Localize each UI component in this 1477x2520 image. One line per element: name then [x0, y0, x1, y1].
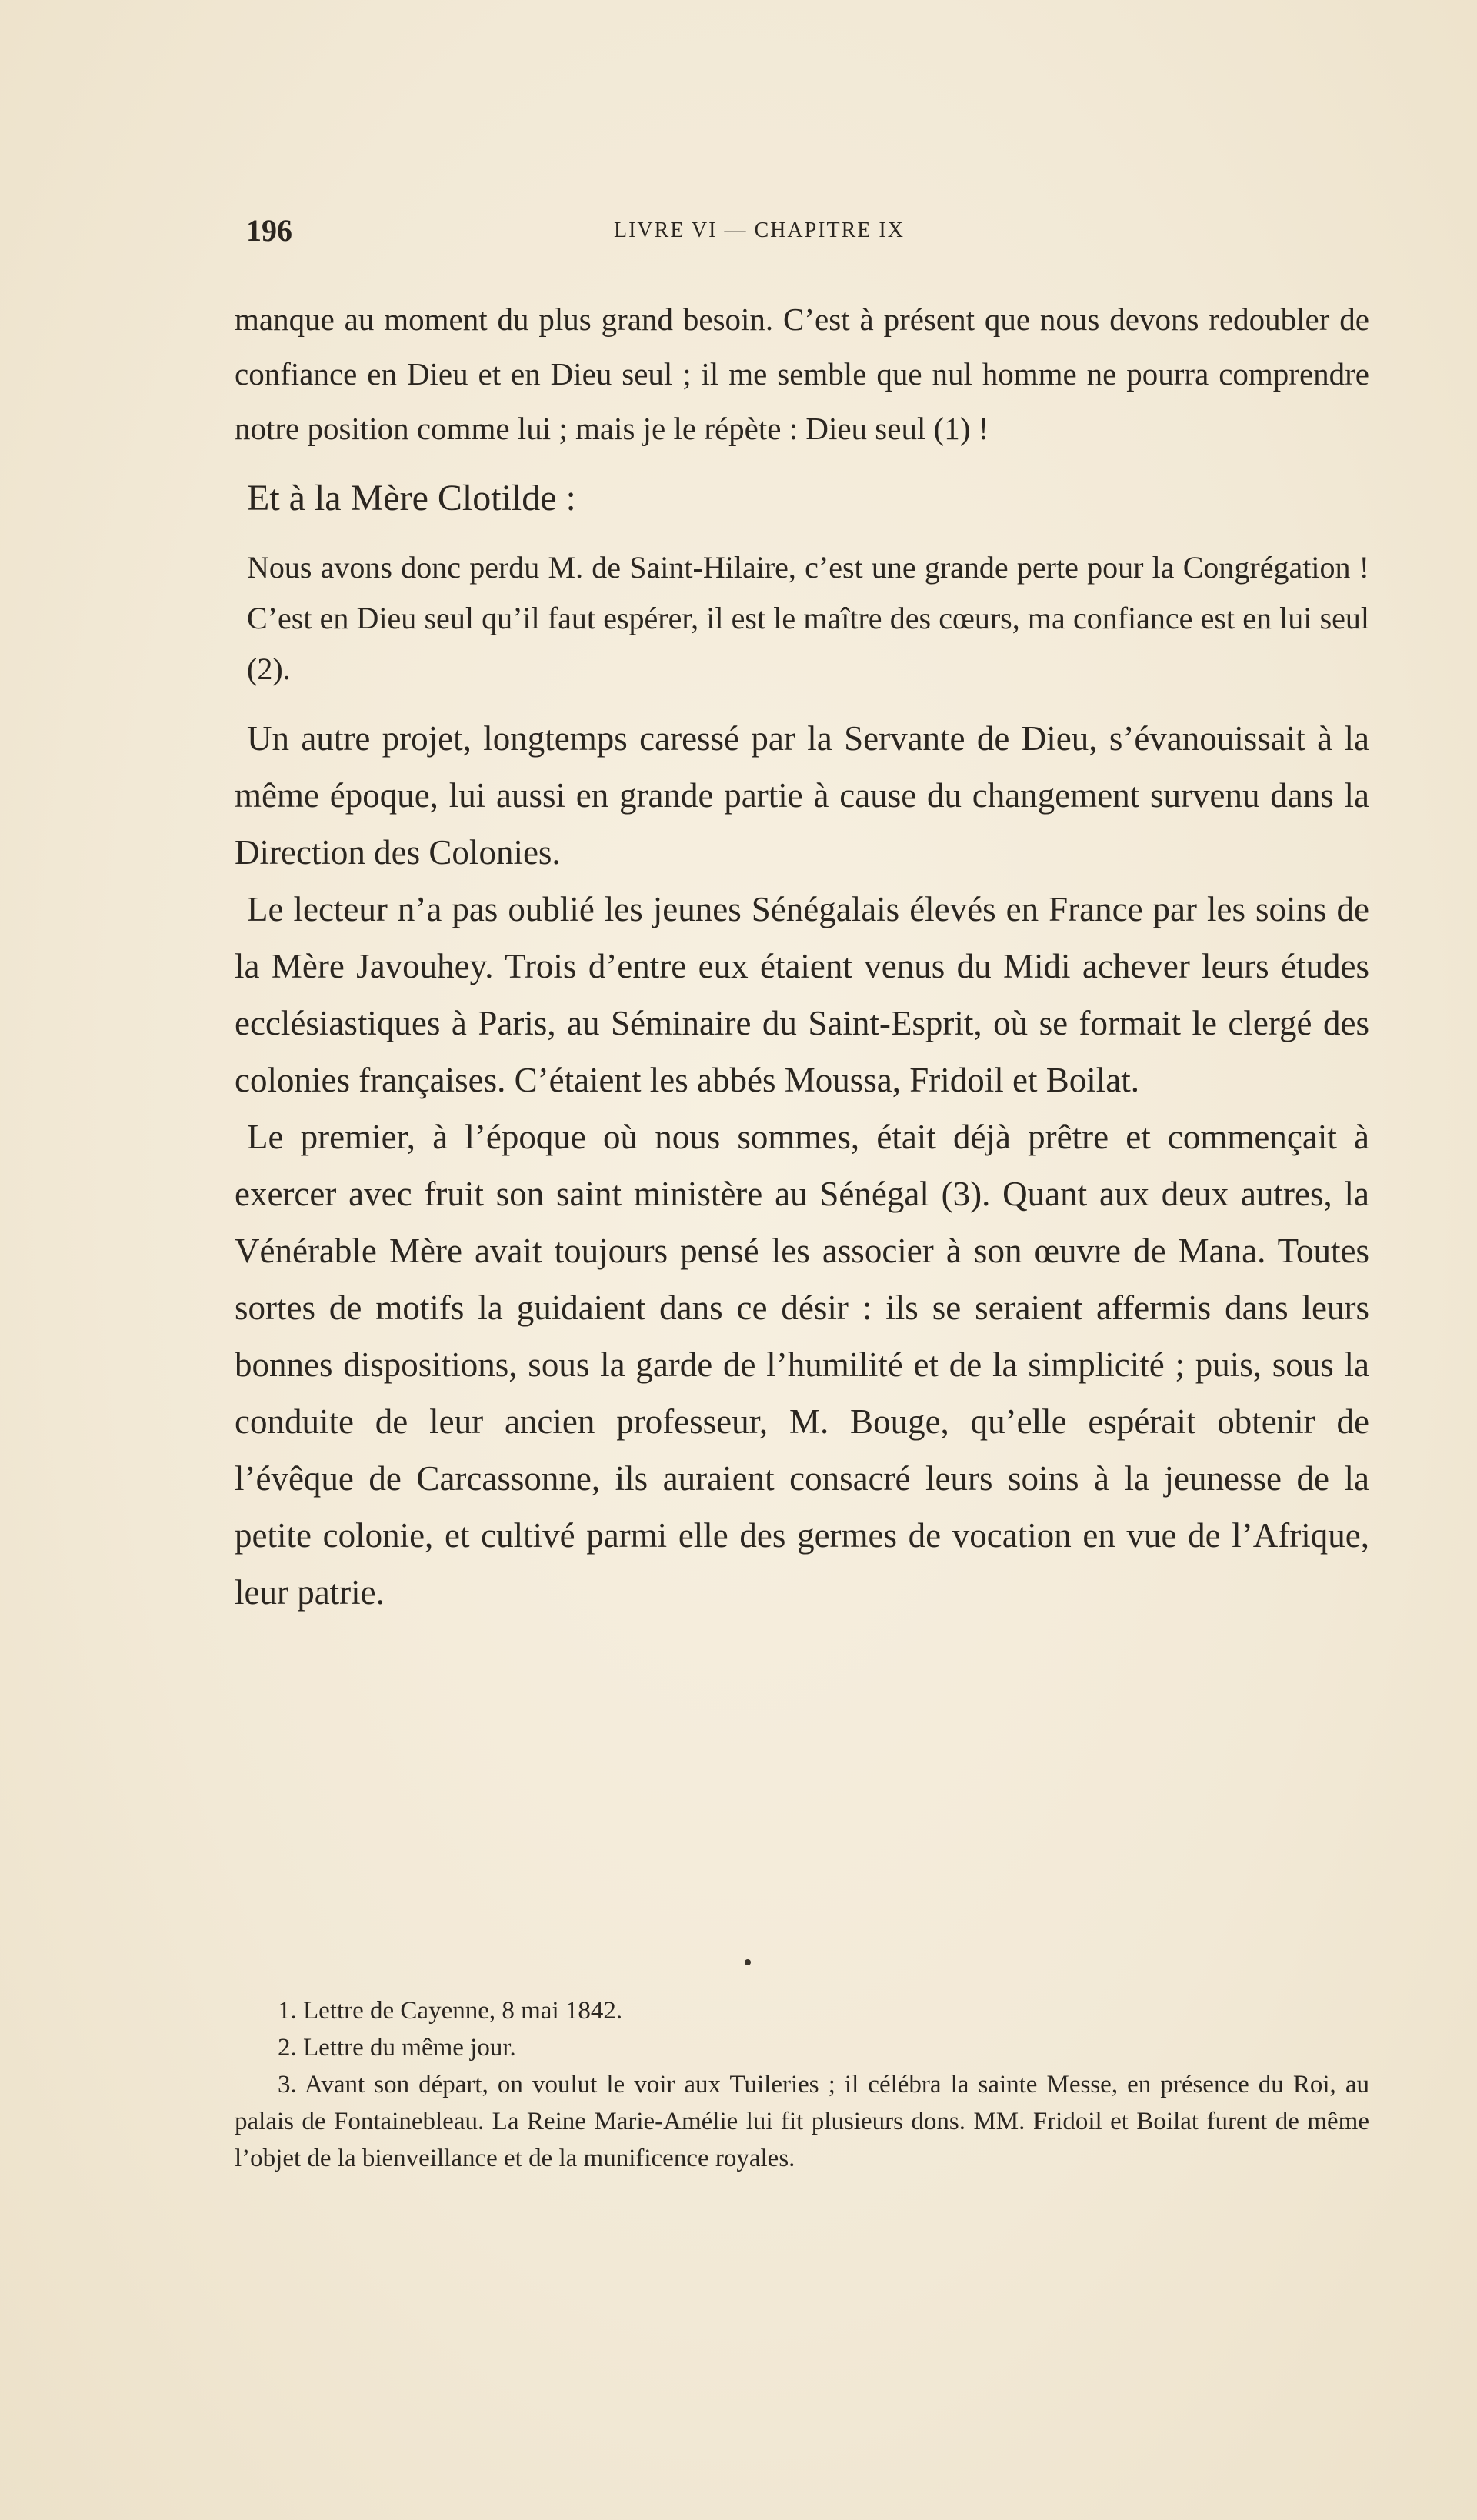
footnote: 1. Lettre de Cayenne, 8 mai 1842.	[278, 1997, 623, 2025]
paragraph-continued: manque au moment du plus grand besoin. C’est à présent que nous devons redoubler de confiance en Dieu et en Dieu seul ; il me semble que nul homme ne pourra comprendre notre position comme lui ; mais je le répète : Dieu seul (1) !	[235, 302, 1369, 446]
paragraph: Le premier, à l’époque où nous sommes, était déjà prêtre et commençait à exercer avec fruit son saint ministère au Sénégal (3). Quant aux deux autres, la Vénérable Mère avait toujours pensé les associer à son œuvre de Mana. Toutes sortes de motifs la guidaient dans ce désir : ils se seraient affermis dans leurs bonnes dispositions, sous la garde de l’humilité et de la simplicité ; puis, sous la conduite de leur ancien professeur, M. Bouge, qu’elle espérait obtenir de l’évêque de Carcassonne, ils auraient consacré leurs soins à la jeunesse de la petite colonie, et cultivé parmi elle des germes de vocation en vue de l’Afrique, leur patrie.	[235, 1118, 1369, 1612]
running-head: LIVRE VI — CHAPITRE IX	[614, 218, 905, 242]
page-number: 196	[246, 213, 292, 248]
footnote: 2. Lettre du même jour.	[278, 2034, 516, 2062]
paragraph: Le lecteur n’a pas oublié les jeunes Sénégalais élevés en France par les soins de la Mère Javouhey. Trois d’entre eux étaient venus du Midi achever leurs études ecclésiastiques à Paris, au Séminaire du Saint-Esprit, où se formait le clergé des colonies françaises. C’étaient les abbés Moussa, Fridoil et Boilat.	[235, 890, 1369, 1099]
quote-introduction: Et à la Mère Clotilde :	[247, 478, 576, 518]
page-header	[246, 212, 1369, 258]
main-text	[235, 292, 1369, 1621]
footnote: 3. Avant son départ, on voulut le voir aux Tuileries ; il célébra la sainte Messe, en présence du Roi, au palais de Fontainebleau. La Reine Marie-Amélie lui fit plusieurs dons. MM. Fridoil et Boilat furent de même l’objet de la bienveillance et de la munificence royales.	[235, 2071, 1369, 2172]
paragraph: Un autre projet, longtemps caressé par la Servante de Dieu, s’évanouissait à la même époque, lui aussi en grande partie à cause du changement survenu dans la Direction des Colonies.	[235, 719, 1369, 872]
block-quote: Nous avons donc perdu M. de Saint-Hilaire, c’est une grande perte pour la Congrégation ! C’est en Dieu seul qu’il faut espérer, il est le maître des cœurs, ma confiance est en lui seul (2).	[247, 550, 1369, 686]
print-mark	[745, 1959, 751, 1965]
footnotes	[235, 1992, 1369, 2177]
